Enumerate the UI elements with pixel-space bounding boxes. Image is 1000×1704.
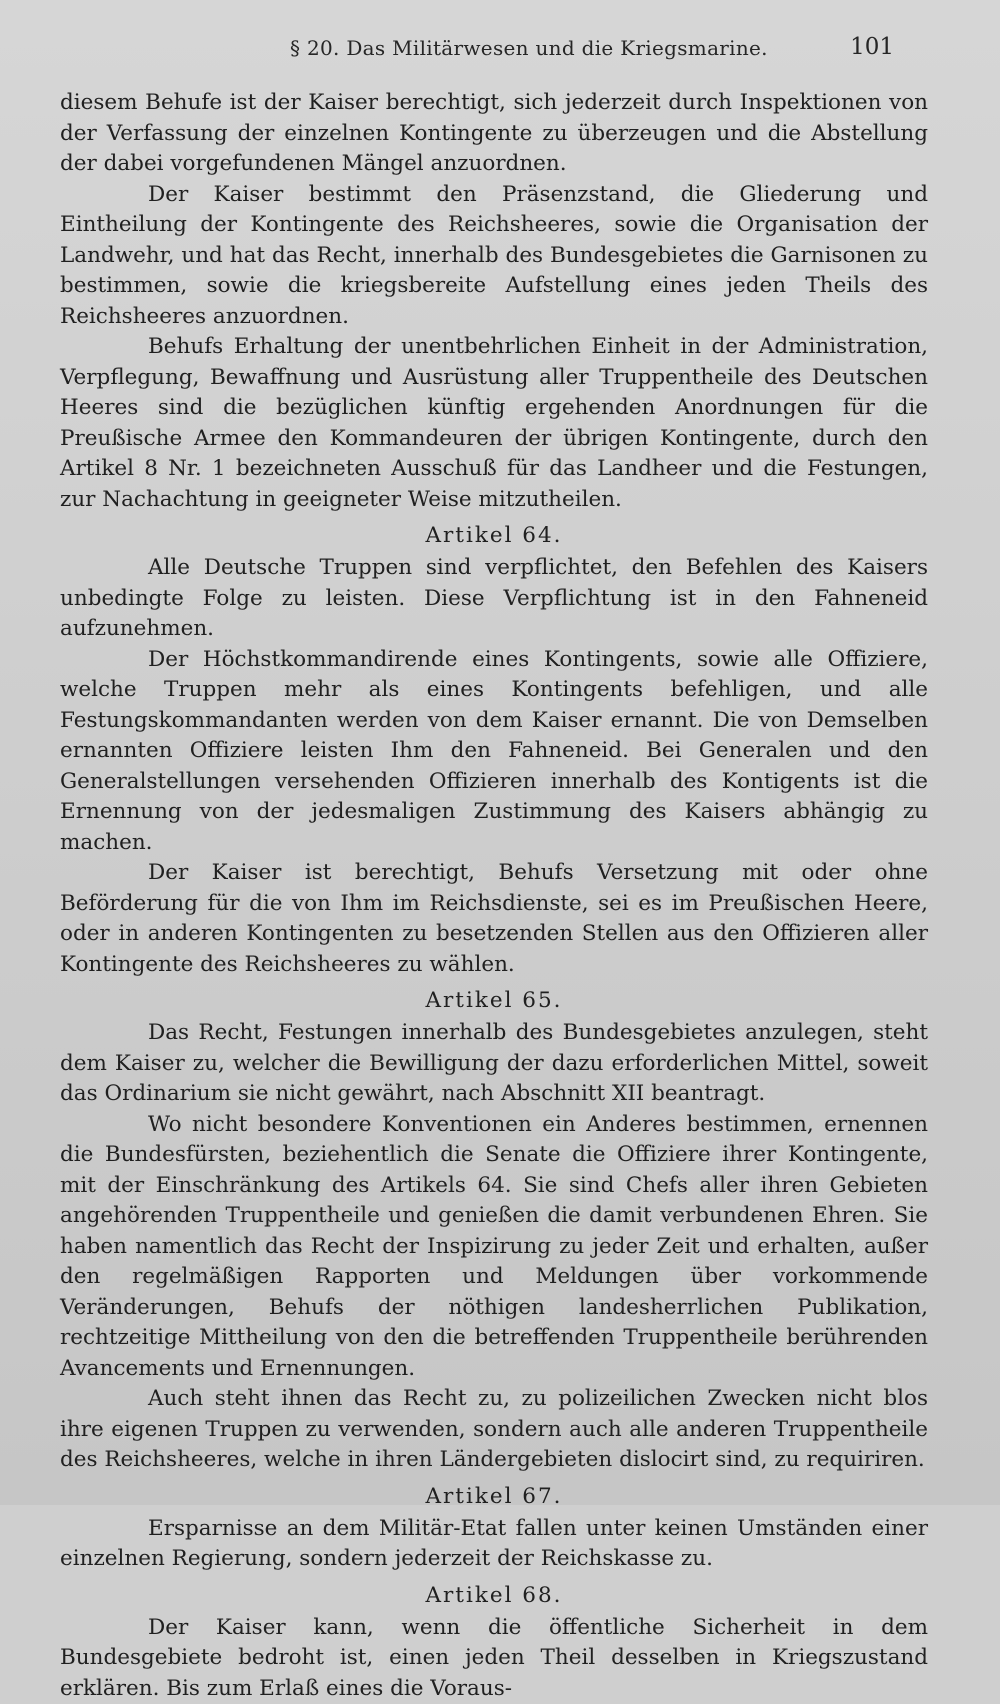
running-head: § 20. Das Militärwesen und die Kriegsmarine. — [290, 36, 768, 60]
article-64-heading: Artikel 64. — [60, 521, 928, 551]
article-68-heading: Artikel 68. — [60, 1581, 928, 1611]
body-text — [60, 88, 928, 1704]
article-65-paragraph-2: Wo nicht besondere Konventionen ein Anderes bestimmen, ernennen die Bundesfürsten, beziehentlich die Senate die Offiziere ihrer Kontingente, mit der Einschränkung des Artikels 64. Sie sind Chefs aller ihren Gebieten angehörenden Truppentheile und genießen die damit verbundenen Ehren. Sie haben namentlich das Recht der Inspizirung zu jeder Zeit und erhalten, außer den regelmäßigen Rapporten und Meldungen über vorkommende Veränderungen, Behufs der nöthigen landesherrlichen Publikation, rechtzeitige Mittheilung von den die betreffenden Truppentheile berührenden Avancements und Ernennungen. — [60, 1110, 928, 1385]
article-64-paragraph-2: Der Höchstkommandirende eines Kontingents, sowie alle Offiziere, welche Truppen mehr als eines Kontingents befehligen, und alle Festungskommandanten werden von dem Kaiser ernannt. Die von Demselben ernannten Offiziere leisten Ihm den Fahneneid. Bei Generalen und den Generalstellungen versehenden Offizieren innerhalb des Kontigents ist die Ernennung von der jedesmaligen Zustimmung des Kaisers abhängig zu machen. — [60, 645, 928, 859]
article-67-paragraph-1: Ersparnisse an dem Militär-Etat fallen unter keinen Umständen einer einzelnen Regierung, sondern jederzeit der Reichskasse zu. — [60, 1514, 928, 1575]
paragraph-praesenzstand: Der Kaiser bestimmt den Präsenzstand, die Gliederung und Eintheilung der Kontingente des Reichsheeres, sowie die Organisation der Landwehr, und hat das Recht, innerhalb des Bundesgebietes die Garnisonen zu bestimmen, sowie die kriegsbereite Aufstellung eines jeden Theils des Reichsheeres anzuordnen. — [60, 180, 928, 333]
article-65-paragraph-3: Auch steht ihnen das Recht zu, zu polizeilichen Zwecken nicht blos ihre eigenen Truppen zu verwenden, sondern auch alle anderen Truppentheile des Reichsheeres, welche in ihren Ländergebieten dislocirt sind, zu requiriren. — [60, 1384, 928, 1476]
page-number: 101 — [850, 34, 894, 60]
article-64-paragraph-3: Der Kaiser ist berechtigt, Behufs Versetzung mit oder ohne Beförderung für die von Ihm im Reichsdienste, sei es im Preußischen Heere, oder in anderen Kontingenten zu besetzenden Stellen aus den Offizieren aller Kontingente des Reichsheeres zu wählen. — [60, 858, 928, 980]
paragraph-einheit: Behufs Erhaltung der unentbehrlichen Einheit in der Administration, Verpflegung, Bewaffnung und Ausrüstung aller Truppentheile des Deutschen Heeres sind die bezüglichen künftig ergehenden Anordnungen für die Preußische Armee den Kommandeuren der übrigen Kontingente, durch den Artikel 8 Nr. 1 bezeichneten Ausschuß für das Landheer und die Festungen, zur Nachachtung in geeigneter Weise mitzutheilen. — [60, 332, 928, 515]
article-65-paragraph-1: Das Recht, Festungen innerhalb des Bundesgebietes anzulegen, steht dem Kaiser zu, welcher die Bewilligung der dazu erforderlichen Mittel, soweit das Ordinarium sie nicht gewährt, nach Abschnitt XII beantragt. — [60, 1018, 928, 1110]
paragraph-continuation: diesem Behufe ist der Kaiser berechtigt, sich jederzeit durch Inspektionen von der Verfassung der einzelnen Kontingente zu überzeugen und die Abstellung der dabei vorgefundenen Mängel anzuordnen. — [60, 88, 928, 180]
article-65-heading: Artikel 65. — [60, 986, 928, 1016]
article-67-heading: Artikel 67. — [60, 1482, 928, 1512]
article-64-paragraph-1: Alle Deutsche Truppen sind verpflichtet, den Befehlen des Kaisers unbedingte Folge zu leisten. Diese Verpflichtung ist in den Fahneneid aufzunehmen. — [60, 553, 928, 645]
article-68-paragraph-1: Der Kaiser kann, wenn die öffentliche Sicherheit in dem Bundesgebiete bedroht ist, einen jeden Theil desselben in Kriegszustand erklären. Bis zum Erlaß eines die Voraus- — [60, 1613, 928, 1704]
